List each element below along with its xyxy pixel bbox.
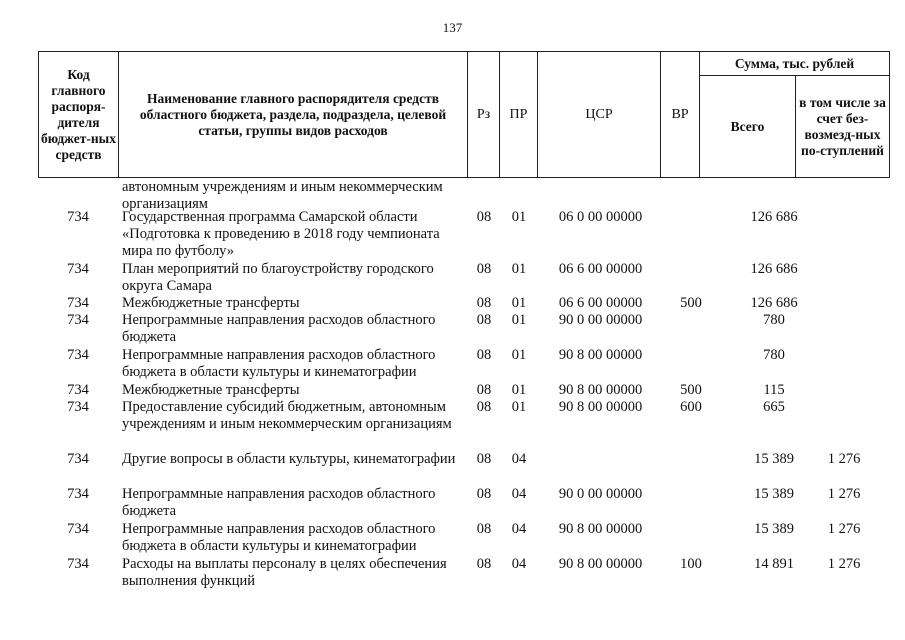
page-number: 137 — [442, 20, 463, 35]
cell-pr: 01 — [511, 382, 527, 398]
cell-total: 780 — [763, 312, 785, 328]
header-pr: ПР — [509, 106, 528, 122]
cell-name: Непрограммные направления расходов областного бюджета в области культуры и кинематографии — [122, 521, 436, 554]
header-vr: ВР — [671, 106, 689, 122]
cell-code: 734 — [67, 382, 89, 398]
cell-vr: 600 — [680, 399, 702, 415]
header-sum: Сумма, тыс. рублей — [734, 55, 855, 71]
cell-pr: 01 — [511, 295, 527, 311]
cell-code: 734 — [67, 399, 89, 415]
cell-total: 665 — [763, 399, 785, 415]
header-total: Всего — [730, 118, 765, 134]
cell-code: 734 — [67, 295, 89, 311]
cell-code: 734 — [67, 556, 89, 572]
cell-code: 734 — [67, 521, 89, 537]
cell-rz: 08 — [476, 261, 492, 277]
cell-rz: 08 — [476, 556, 492, 572]
cell-total: 15 389 — [754, 451, 794, 467]
cell-name: Непрограммные направления расходов областного бюджета — [122, 312, 436, 345]
cell-total: 115 — [763, 382, 785, 398]
cell-total: 14 891 — [754, 556, 794, 572]
cell-name: Межбюджетные трансферты — [122, 382, 300, 398]
cell-total: 15 389 — [754, 521, 794, 537]
cell-code: 734 — [67, 486, 89, 502]
header-name: Наименование главного распорядителя средств областного бюджета, раздела, подраздела, целевой статьи, группы видов расходов — [139, 90, 447, 138]
cell-name: Расходы на выплаты персоналу в целях обеспечения выполнения функций — [122, 556, 447, 589]
cell-csr: 90 8 00 00000 — [558, 347, 643, 363]
cell-name: Предоставление субсидий бюджетным, автономным учреждениям и иным некоммерческим организациям — [122, 399, 452, 432]
cell-rz: 08 — [476, 295, 492, 311]
header-code: Код главного распоря-дителя бюджет-ных средств — [41, 66, 116, 162]
cell-rz: 08 — [476, 347, 492, 363]
cell-rz: 08 — [476, 382, 492, 398]
cell-pr: 01 — [511, 209, 527, 225]
cell-total: 126 686 — [750, 209, 798, 225]
cell-csr: 90 8 00 00000 — [558, 399, 643, 415]
cell-name: Другие вопросы в области культуры, кинематографии — [122, 451, 456, 467]
header-grants: в том числе за счет без-возмезд-ных по-ступлений — [799, 94, 886, 158]
header-rz: Рз — [476, 106, 491, 122]
cell-rz: 08 — [476, 399, 492, 415]
cell-pr: 04 — [511, 451, 527, 467]
header-csr: ЦСР — [585, 106, 613, 122]
cell-pr: 01 — [511, 261, 527, 277]
cell-name: Межбюджетные трансферты — [122, 295, 300, 311]
cell-total: 15 389 — [754, 486, 794, 502]
cell-pr: 01 — [511, 399, 527, 415]
cell-csr: 90 0 00 00000 — [558, 486, 643, 502]
cell-vr: 500 — [680, 382, 702, 398]
cell-code: 734 — [67, 451, 89, 467]
cell-csr: 90 8 00 00000 — [558, 556, 643, 572]
cell-code: 734 — [67, 209, 89, 225]
cell-name: Непрограммные направления расходов областного бюджета — [122, 486, 436, 519]
cell-vr: 100 — [680, 556, 702, 572]
cell-csr: 90 8 00 00000 — [558, 521, 643, 537]
cell-code: 734 — [67, 312, 89, 328]
cell-grants: 1 276 — [827, 486, 861, 502]
cell-total: 126 686 — [750, 295, 798, 311]
cell-pr: 04 — [511, 556, 527, 572]
cell-pr: 04 — [511, 521, 527, 537]
cell-rz: 08 — [476, 451, 492, 467]
cell-total: 780 — [763, 347, 785, 363]
cell-name: Непрограммные направления расходов областного бюджета в области культуры и кинематографии — [122, 347, 436, 380]
cell-csr: 06 6 00 00000 — [558, 295, 643, 311]
cell-code: 734 — [67, 261, 89, 277]
cell-code: 734 — [67, 347, 89, 363]
cell-name: Государственная программа Самарской области «Подготовка к проведению в 2018 году чемпионата мира по футболу» — [122, 209, 440, 259]
cell-pr: 01 — [511, 312, 527, 328]
cell-total: 126 686 — [750, 261, 798, 277]
cell-name: План мероприятий по благоустройству городского округа Самара — [122, 261, 434, 294]
table-header — [38, 51, 890, 178]
cell-rz: 08 — [476, 521, 492, 537]
cell-pr: 04 — [511, 486, 527, 502]
cell-pr: 01 — [511, 347, 527, 363]
cell-name: автономным учреждениям и иным некоммерческим организациям — [122, 179, 443, 212]
cell-csr: 90 0 00 00000 — [558, 312, 643, 328]
cell-rz: 08 — [476, 312, 492, 328]
cell-csr: 06 0 00 00000 — [558, 209, 643, 225]
cell-rz: 08 — [476, 486, 492, 502]
cell-grants: 1 276 — [827, 451, 861, 467]
cell-csr: 06 6 00 00000 — [558, 261, 643, 277]
cell-rz: 08 — [476, 209, 492, 225]
cell-grants: 1 276 — [827, 556, 861, 572]
cell-csr: 90 8 00 00000 — [558, 382, 643, 398]
cell-vr: 500 — [680, 295, 702, 311]
cell-grants: 1 276 — [827, 521, 861, 537]
